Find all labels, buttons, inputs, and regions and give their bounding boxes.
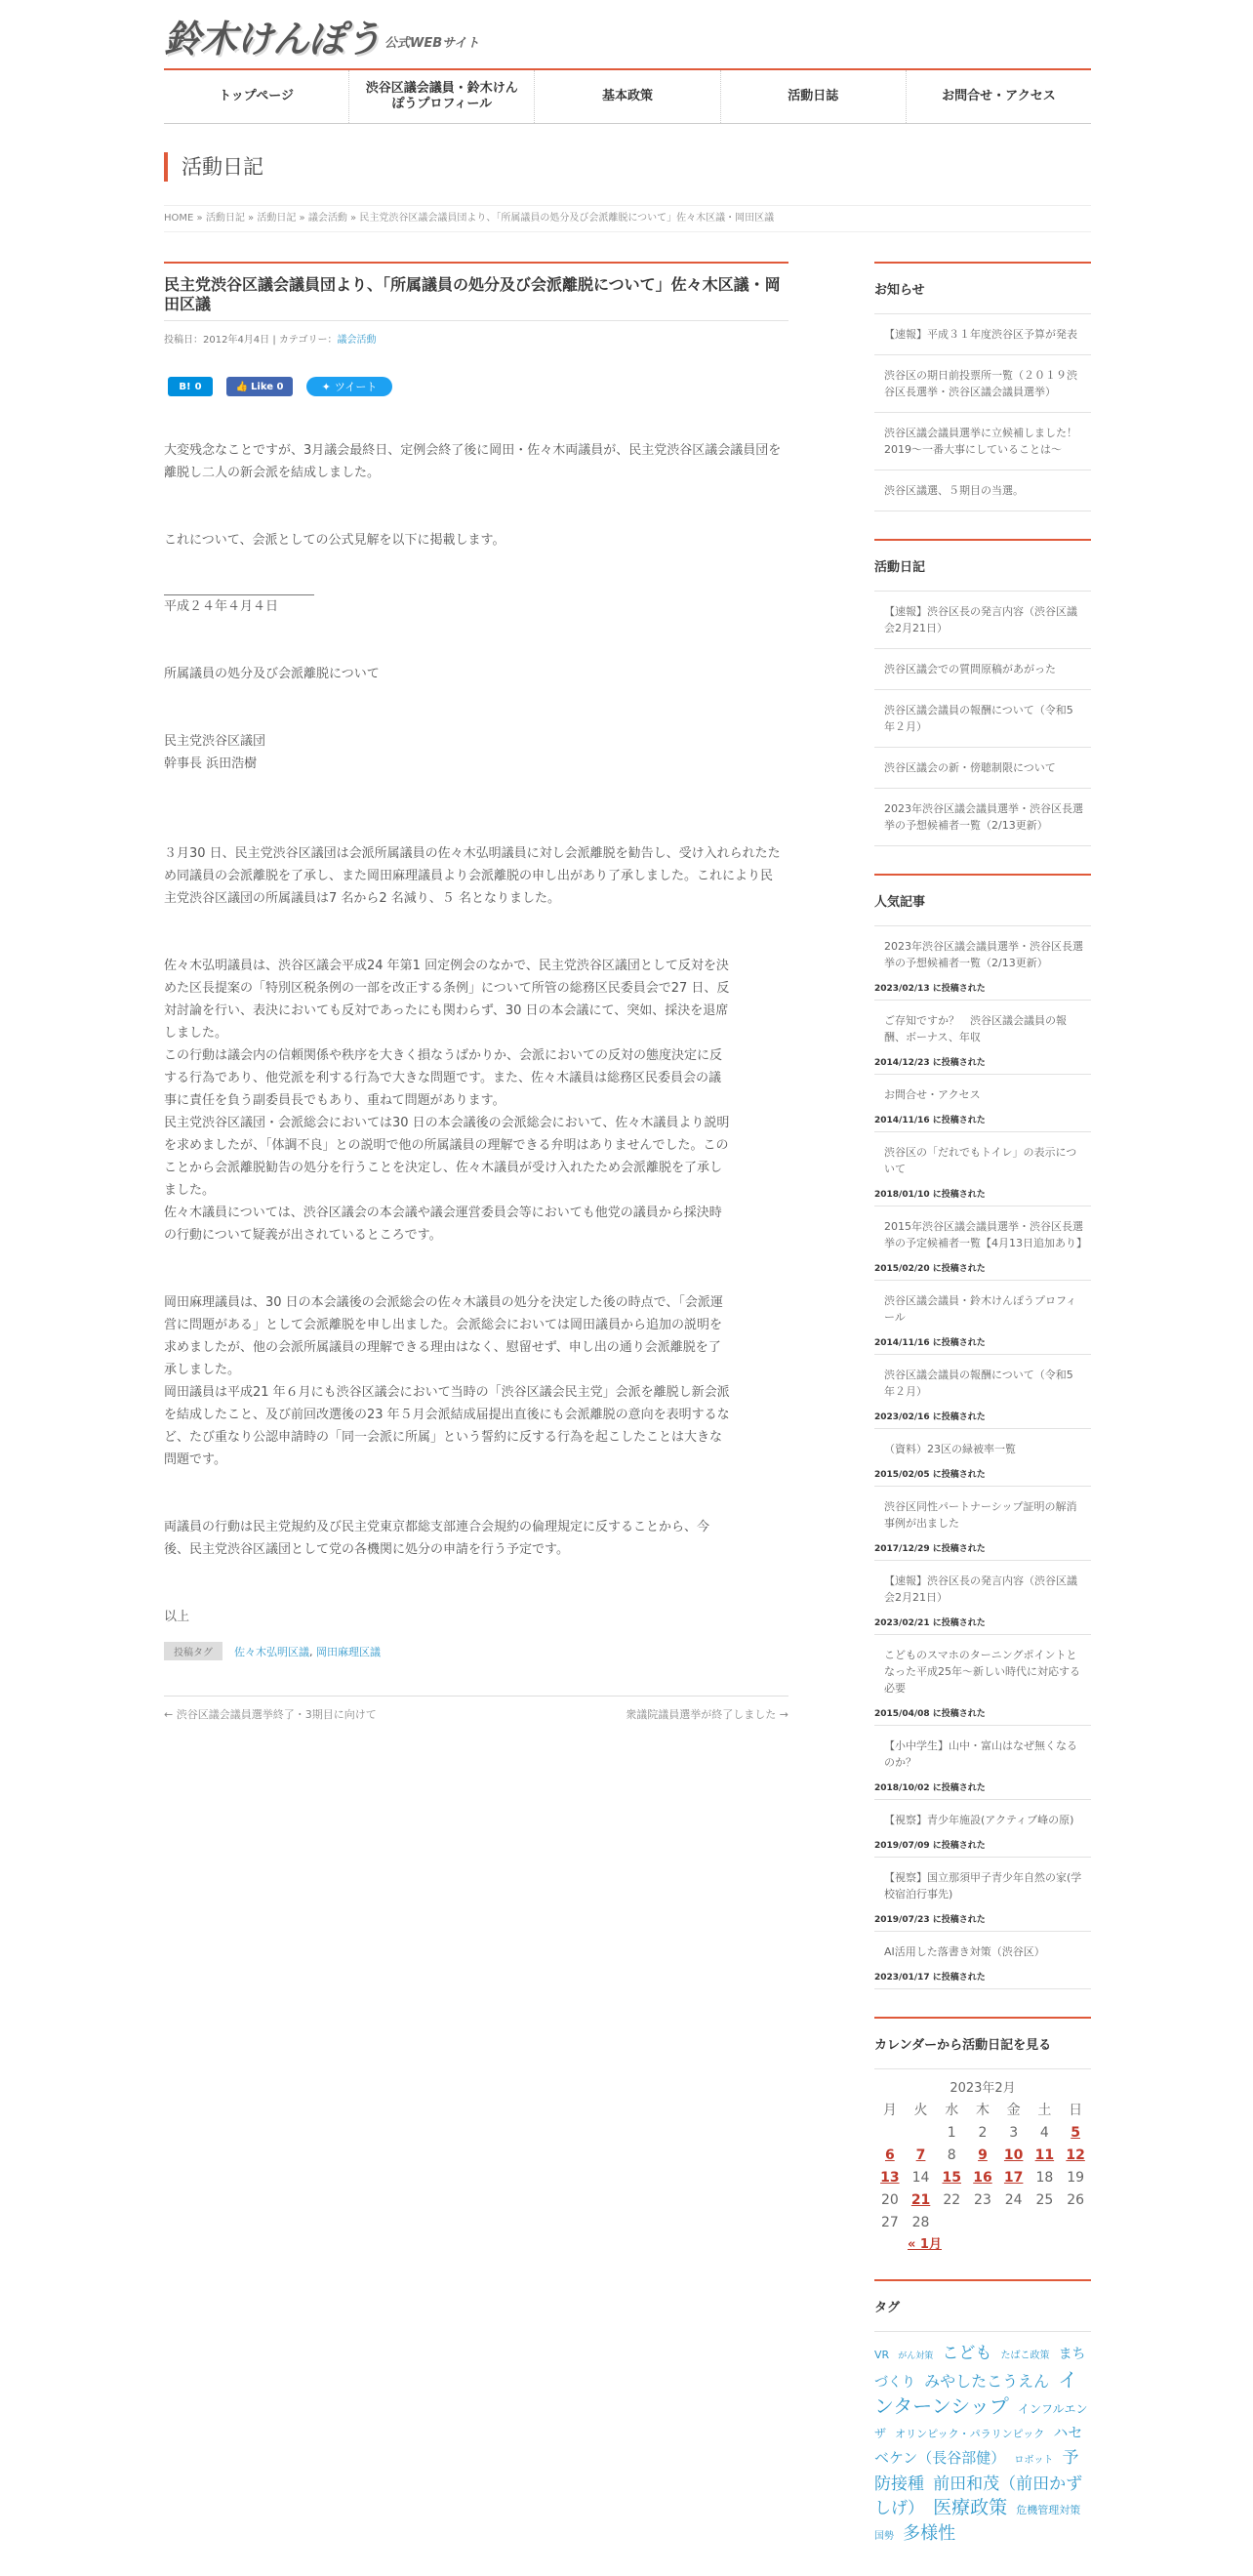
widget-title: お知らせ (874, 262, 1091, 314)
post-title: 民主党渋谷区議会議員団より、「所属議員の処分及び会派離脱について」佐々木区議・岡田区議 (164, 262, 788, 321)
breadcrumb-diary: 活動日記 (205, 213, 245, 224)
tag-cloud-link[interactable]: たばこ政策 (1000, 2351, 1050, 2361)
calendar-day (874, 2121, 906, 2144)
popular-item[interactable] (874, 1206, 1091, 1281)
calendar-day: 19 (1067, 2169, 1085, 2186)
tweet-label: ツイート (334, 381, 378, 393)
calendar-caption: 2023年2月 (950, 2081, 1016, 2096)
popular-item-date: 2017/12/29 に投稿された (874, 1544, 986, 1554)
prev-post-link[interactable]: ← 渋谷区議会議員選挙終了・3期目に向けて (164, 1708, 377, 1721)
tweet-button[interactable] (306, 377, 392, 396)
post-meta (164, 331, 788, 346)
breadcrumb (164, 205, 1091, 232)
calendar-day[interactable]: 16 (973, 2169, 992, 2186)
tag-cloud-widget (874, 2279, 1091, 2549)
diary-widget (874, 539, 1091, 846)
popular-item-title: 渋谷区の「だれでもトイレ」の表示について (884, 1146, 1077, 1175)
calendar-day (1060, 2211, 1091, 2233)
tag-cloud-link[interactable]: 前田和茂（前田かずしげ） (874, 2474, 1083, 2518)
calendar-day: 4 (1039, 2124, 1049, 2141)
calendar-day[interactable]: 11 (1034, 2147, 1055, 2163)
calendar-weekday: 月 (882, 2103, 897, 2118)
popular-item-title: こどものスマホのターニングポイントとなった平成25年～新しい時代に対応する必要 (884, 1649, 1080, 1695)
body-paragraph: この行動は議会内の信頼関係や秩序を大きく損なうばかりか、会派においての反対の態度決定に反する行為であり、他党派を利する行為で大きな問題です。また、佐々木議員は総務区民委員会の議事に責任を負う副委員長でもあり、重ねて問題があります。 (164, 1048, 723, 1108)
body-paragraph: 以上 (164, 1610, 190, 1624)
breadcrumb-sep: » (299, 213, 305, 224)
sidebar (874, 262, 1091, 2576)
popular-item-date: 2014/12/23 に投稿された (874, 1058, 986, 1068)
news-item[interactable]: 渋谷区議会議員選挙に立候補しました！2019～一番大事にしていることは～ (874, 413, 1091, 470)
tag-cloud-link[interactable]: みやしたこうえん (924, 2372, 1050, 2391)
tag-cloud-link[interactable]: 多様性 (903, 2523, 956, 2544)
diary-item[interactable]: 渋谷区議会の新・傍聴制限について (874, 748, 1091, 789)
news-list (874, 314, 1091, 511)
tag-cloud-link[interactable]: がん対策 (898, 2351, 934, 2361)
calendar-widget (874, 2017, 1091, 2252)
body-paragraph: 民主党渋谷区議団 (164, 734, 266, 749)
popular-item-date: 2023/02/13 に投稿された (874, 984, 986, 994)
breadcrumb-category-link[interactable]: 議会活動 (307, 213, 347, 224)
calendar-day[interactable]: 17 (1003, 2169, 1024, 2186)
popular-item-title: 渋谷区議会議員の報酬について（令和5年２月） (884, 1369, 1073, 1398)
tag-sep: , (309, 1645, 316, 1658)
popular-item[interactable] (874, 1635, 1091, 1726)
popular-list (874, 926, 1091, 1989)
popular-item-date: 2018/01/10 に投稿された (874, 1190, 986, 1200)
thumbs-up-icon: 👍 (235, 381, 249, 392)
tag-label: 投稿タグ (164, 1642, 222, 1660)
body-paragraph: 所属議員の処分及び会派離脱について (164, 667, 380, 681)
nav-profile[interactable]: 渋谷区議会議員・鈴木けんぽうプロフィール (349, 70, 535, 123)
popular-item-date: 2023/02/16 に投稿された (874, 1412, 986, 1422)
news-item[interactable]: 渋谷区の期日前投票所一覧（２０１９渋谷区長選挙・渋谷区議会議員選挙） (874, 355, 1091, 413)
popular-item-date: 2018/10/02 に投稿された (874, 1783, 986, 1793)
popular-item[interactable] (874, 926, 1091, 1001)
post-category-link[interactable]: 議会活動 (337, 335, 377, 346)
body-paragraph: 佐々木議員については、渋谷区議会の本会議や議会運営委員会等においても他党の議員から採決時の行動について疑義が出されているところです。 (164, 1206, 722, 1243)
calendar-day: 27 (880, 2214, 899, 2230)
popular-item-date: 2019/07/23 に投稿された (874, 1915, 986, 1925)
breadcrumb-home[interactable]: HOME (164, 213, 194, 224)
calendar-day (998, 2211, 1030, 2233)
body-paragraph: 平成２４年４月４日 (164, 599, 279, 614)
popular-item-title: （資料）23区の緑被率一覧 (884, 1443, 1016, 1455)
calendar-day (906, 2121, 937, 2144)
body-paragraph: 佐々木弘明議員は、渋谷区議会平成24 年第1 回定例会のなかで、民主党渋谷区議団として反対を決めた区長提案の「特別区税条例の一部を改正する条例」について所管の総務区民委員会で27 日、反対討論を行い、表決においても反対であったにも関わらず、30 日の本会議にて、突如、採決を退席しました。 (164, 959, 730, 1041)
popular-item-title: 2015年渋谷区議会議員選挙・渋谷区長選挙の予定候補者一覧【4月13日追加あり】 (884, 1220, 1087, 1249)
logo-sub-text: 公式WEBサイト (384, 36, 480, 51)
popular-item[interactable] (874, 1932, 1091, 1989)
calendar-prev-month[interactable]: « 1月 (908, 2237, 942, 2252)
popular-item-date: 2015/02/20 に投稿された (874, 1264, 986, 1274)
tag-cloud-link[interactable]: まちづくり (874, 2347, 1086, 2391)
popular-item-title: ご存知ですか？ 渋谷区議会議員の報酬、ボーナス、年収 (884, 1014, 1067, 1043)
popular-item[interactable] (874, 1281, 1091, 1355)
calendar-day: 8 (947, 2147, 956, 2163)
calendar-day (1030, 2211, 1061, 2233)
news-item[interactable]: 【速報】平成３１年度渋谷区予算が発表 (874, 314, 1091, 355)
popular-item-date: 2023/02/21 に投稿された (874, 1618, 986, 1628)
widget-title: カレンダーから活動日記を見る (874, 2017, 1091, 2069)
calendar-day: 3 (1009, 2124, 1019, 2141)
nav-top[interactable]: トップページ (164, 70, 349, 123)
calendar (874, 2073, 1091, 2233)
tag-cloud-link[interactable]: 予防接種 (874, 2448, 1079, 2494)
popular-item-title: AI活用した落書き対策（渋谷区） (884, 1945, 1045, 1958)
post-body (164, 439, 788, 1628)
tag-cloud-link[interactable]: VR (874, 2349, 890, 2361)
calendar-weekday: 日 (1069, 2103, 1083, 2118)
hatena-count: 0 (194, 381, 202, 392)
calendar-day: 14 (911, 2169, 930, 2186)
hatena-bookmark-button[interactable] (168, 377, 213, 396)
popular-item-date: 2014/11/16 に投稿された (874, 1338, 986, 1348)
calendar-day: 26 (1067, 2191, 1085, 2208)
popular-item-title: 【視察】青少年施設(アクティブ峰の原) (884, 1814, 1074, 1826)
popular-item-date: 2019/07/09 に投稿された (874, 1841, 986, 1851)
breadcrumb-current: 民主党渋谷区議会議員団より、「所属議員の処分及び会派離脱について」佐々木区議・岡田区議 (359, 213, 775, 224)
popular-widget (874, 874, 1091, 1989)
popular-item[interactable] (874, 1800, 1091, 1858)
calendar-weekday: 土 (1037, 2103, 1052, 2118)
tag-cloud-link[interactable]: インフルエンザ (874, 2402, 1088, 2440)
calendar-day: 22 (943, 2191, 961, 2208)
diary-item[interactable]: 2023年渋谷区議会議員選挙・渋谷区長選挙の予想候補者一覧（2/13更新） (874, 789, 1091, 846)
popular-item[interactable] (874, 1001, 1091, 1075)
body-paragraph: 岡田議員は平成21 年６月にも渋谷区議会において当時の「渋谷区議会民主党」会派を離脱し新会派を結成したこと、及び前回改選後の23 年５月会派結成届提出直後にも会派離脱の意向を表明するなど、たび重なり公認申請時の「同一会派に所属」という誓約に反する行為を起こしたことは大きな問題です。 (164, 1385, 730, 1467)
facebook-like-button[interactable] (226, 377, 293, 396)
breadcrumb-sep: » (196, 213, 203, 224)
tag-cloud-link[interactable]: こども (942, 2344, 992, 2363)
facebook-like-label: Like 0 (251, 381, 284, 392)
calendar-weekday: 水 (945, 2103, 959, 2118)
tag-cloud-link[interactable]: オリンピック・パラリンピック (895, 2428, 1045, 2440)
popular-item[interactable] (874, 1132, 1091, 1206)
share-buttons (168, 377, 788, 396)
body-paragraph: 幹事長 浜田浩樹 (164, 756, 258, 771)
calendar-day: 20 (880, 2191, 899, 2208)
popular-item-date: 2015/04/08 に投稿された (874, 1709, 986, 1719)
nav-policy[interactable]: 基本政策 (535, 70, 720, 123)
popular-item-title: 2023年渋谷区議会議員選挙・渋谷区長選挙の予想候補者一覧（2/13更新） (884, 940, 1083, 969)
breadcrumb-diary-link[interactable]: 活動日記 (257, 213, 297, 224)
main-content (164, 262, 788, 1722)
widget-title: 活動日記 (874, 539, 1091, 592)
diary-list (874, 592, 1091, 846)
nav-contact[interactable]: お問合せ・アクセス (942, 89, 1056, 103)
page-title: 活動日記 (164, 152, 263, 182)
popular-item-date: 2014/11/16 に投稿された (874, 1116, 986, 1125)
popular-item-title: 渋谷区同性パートナーシップ証明の解消事例が出ました (884, 1500, 1077, 1530)
popular-item[interactable] (874, 1726, 1091, 1800)
next-post-link[interactable]: 衆議院議員選挙が終了しました → (626, 1708, 788, 1721)
body-paragraph: 民主党渋谷区議団・会派総会においては30 日の本会議後の会派総会において、佐々木議員より説明を求めましたが、「体調不良」との説明で他の所属議員の理解できる弁明はありませんでした。このことから会派離脱勧告の処分を行うことを決定し、佐々木議員が受け入れたため会派離脱を了承しました。 (164, 1116, 730, 1198)
site-logo[interactable] (164, 18, 479, 62)
popular-item[interactable] (874, 1075, 1091, 1132)
body-paragraph: ３月30 日、民主党渋谷区議団は会派所属議員の佐々木弘明議員に対し会派離脱を勧告し、受け入れられたため同議員の会派離脱を了承し、また岡田麻理議員より会派離脱の申し出があり了承しました。これにより民主党渋谷区議団の所属議員は7 名から2 名減り、５ 名となりました。 (164, 846, 781, 906)
hatena-icon: B! (179, 381, 191, 392)
popular-item[interactable] (874, 1561, 1091, 1635)
calendar-day (936, 2211, 967, 2233)
calendar-day[interactable]: 5 (1071, 2124, 1080, 2141)
global-nav (164, 68, 1091, 124)
body-paragraph: 岡田麻理議員は、30 日の本会議後の会派総会の佐々木議員の処分を決定した後の時点で、「会派運営に問題がある」として会派離脱を申し出ました。会派総会においては岡田議員から追加の説明を求めましたが、他の会派所属議員の理解できる理由はなく、慰留せず、申し出の通り会派離脱を了承しました。 (164, 1295, 723, 1377)
logo-main-text: 鈴木けんぽう (164, 18, 382, 61)
popular-item-title: 【小中学生】山中・富山はなぜ無くなるのか？ (884, 1739, 1077, 1769)
diary-item[interactable]: 渋谷区議会議員の報酬について（令和5年２月） (874, 690, 1091, 748)
calendar-day[interactable]: 6 (884, 2147, 895, 2163)
tag-cloud-link[interactable]: ロボット (1014, 2455, 1054, 2466)
nav-diary[interactable]: 活動日誌 (721, 70, 907, 123)
popular-item[interactable] (874, 1429, 1091, 1487)
tag-cloud-link[interactable]: 医療政策 (933, 2497, 1008, 2518)
popular-item-title: お問合せ・アクセス (884, 1088, 981, 1101)
post-tags (164, 1642, 788, 1660)
calendar-day: 28 (911, 2214, 930, 2230)
breadcrumb-sep: » (248, 213, 255, 224)
tag-cloud-link[interactable]: 危機管理対策 (1016, 2504, 1081, 2516)
calendar-day[interactable]: 21 (910, 2191, 931, 2208)
widget-title: 人気記事 (874, 874, 1091, 926)
post-date: 投稿日：2012年4月4日 | カテゴリー： (164, 335, 338, 346)
widget-title: タグ (874, 2279, 1091, 2332)
popular-item[interactable] (874, 1355, 1091, 1429)
calendar-day (967, 2211, 998, 2233)
calendar-day: 18 (1035, 2169, 1054, 2186)
twitter-bird-icon: ✦ (321, 380, 331, 393)
popular-item[interactable] (874, 1487, 1091, 1561)
calendar-weekday: 金 (1006, 2103, 1021, 2118)
popular-item[interactable] (874, 1858, 1091, 1932)
tag-cloud-link[interactable]: ハセベケン（長谷部健） (874, 2424, 1083, 2467)
popular-item-title: 渋谷区議会議員・鈴木けんぽうプロフィール (884, 1294, 1077, 1324)
calendar-day: 24 (1004, 2191, 1023, 2208)
calendar-day[interactable]: 13 (880, 2169, 900, 2186)
diary-item[interactable]: 【速報】渋谷区長の発言内容（渋谷区議会2月21日） (874, 592, 1091, 649)
diary-item[interactable]: 渋谷区議会での質問原稿があがった (874, 649, 1091, 690)
body-paragraph: 両議員の行動は民主党規約及び民主党東京都総支部連合会規約の倫理規定に反することから、今後、民主党渋谷区議団として党の各機関に処分の申請を行う予定です。 (164, 1520, 710, 1557)
tag-cloud (874, 2342, 1091, 2549)
calendar-day[interactable]: 12 (1066, 2147, 1085, 2163)
calendar-weekday: 木 (975, 2103, 990, 2118)
popular-item-date: 2023/01/17 に投稿された (874, 1973, 986, 1983)
news-widget (874, 262, 1091, 511)
calendar-weekday: 火 (913, 2103, 928, 2118)
popular-item-date: 2015/02/05 に投稿された (874, 1470, 986, 1480)
calendar-day[interactable]: 10 (1003, 2147, 1024, 2163)
calendar-day[interactable]: 15 (942, 2169, 961, 2186)
popular-item-title: 【速報】渋谷区長の発言内容（渋谷区議会2月21日） (884, 1574, 1077, 1604)
popular-item-title: 【視察】国立那須甲子青少年自然の家(学校宿泊行事先) (884, 1871, 1082, 1901)
body-paragraph: これについて、会派としての公式見解を以下に掲載します。 (164, 533, 505, 548)
calendar-day: 1 (947, 2124, 956, 2141)
calendar-day: 25 (1035, 2191, 1054, 2208)
news-item[interactable]: 渋谷区議選、５期目の当選。 (874, 470, 1091, 511)
calendar-day[interactable]: 7 (915, 2147, 926, 2163)
tag-link[interactable]: 佐々木弘明区議 (234, 1645, 309, 1658)
breadcrumb-sep: » (350, 213, 357, 224)
post-navigation (164, 1696, 788, 1722)
calendar-day: 2 (978, 2124, 988, 2141)
calendar-day[interactable]: 9 (978, 2147, 988, 2163)
tag-link[interactable]: 岡田麻理区議 (316, 1645, 381, 1658)
body-paragraph: 大変残念なことですが、3月議会最終日、定例会終了後に岡田・佐々木両議員が、民主党渋谷区議会議員団を離脱し二人の新会派を結成しました。 (164, 443, 782, 480)
tag-cloud-link[interactable]: インターンシップ (874, 2368, 1078, 2418)
tag-cloud-link[interactable]: 国勢 (874, 2531, 894, 2542)
calendar-day: 23 (974, 2191, 991, 2208)
